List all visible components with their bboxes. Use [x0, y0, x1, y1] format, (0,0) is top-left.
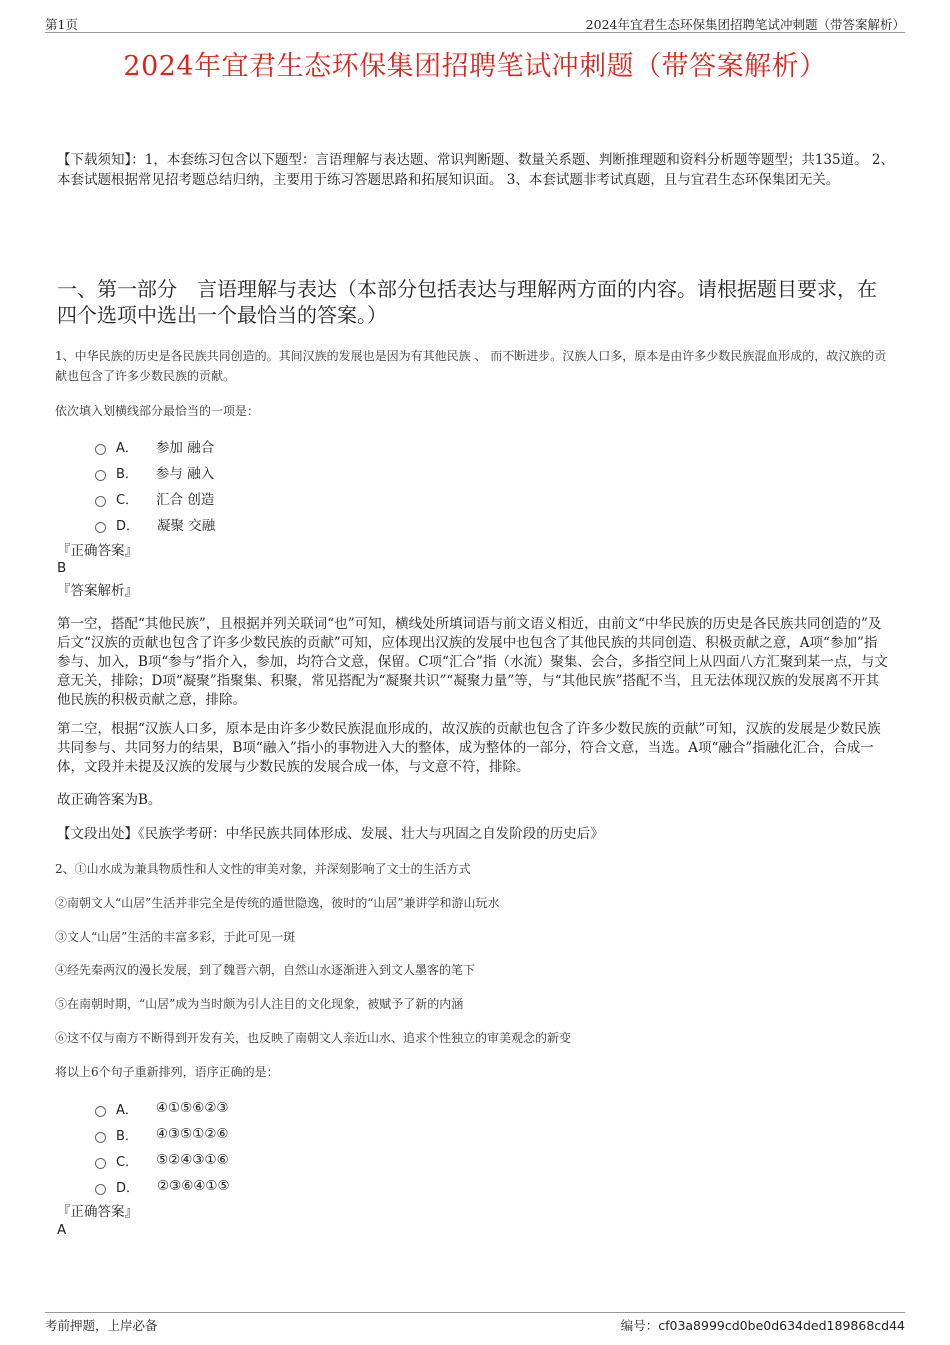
radio-icon[interactable] [95, 496, 106, 507]
question-2-options [95, 1095, 230, 1199]
question-1-stem: 1、中华民族的历史是各民族共同创造的。其间汉族的发展也是因为有其他民族 、 而不断进步。汉族人口多，原本是由许多少数民族混血形成的，故汉族的贡献也包含了许多少数民族的贡献。 [55, 349, 887, 383]
footer-code: 编号：cf03a8999cd0be0d634ded189868cd44 [620, 1318, 905, 1333]
analysis-paragraph-2: 第二空，根据“汉族人口多，原本是由许多少数民族混血形成的，故汉族的贡献也包含了许多少数民族的贡献”可知，汉族的发展是少数民族共同参与、共同努力的结果，B项“融入”指小的事物进入大的整体，成为整体的一部分，符合文意，当选。A项“融合”指融化汇合，合成一体，文段并未提及汉族的发展与少数民族的发展合成一体，与文意不符，排除。 [57, 721, 881, 775]
analysis-paragraph-1: 第一空，搭配“其他民族”，且根据并列关联词“也”可知，横线处所填词语与前文语义相近，由前文“中华民族的历史是各民族共同创造的”及后文“汉族的贡献也包含了许多少数民族的贡献”可知，应体现出汉族的发展中也包含了其他民族的共同创造、积极贡献之意，A项“参加”指参与、加入，B项“参与”指介入，参加，均符合文意，保留。C项“汇合”指（水流）聚集、会合，多指空间上从四面八方汇聚到某一点，与文意无关，排除；D项“凝聚”指聚集、积聚，常见搭配为“凝聚共识”“凝聚力量”等，与“其他民族”搭配不当，且无法体现汉族的发展离不开其他民族的积极贡献之意，排除。 [57, 616, 888, 708]
radio-icon[interactable] [95, 1184, 106, 1195]
sentence-item: ③文人“山居”生活的丰富多彩，于此可见一斑 [55, 930, 296, 944]
question-2-stem: 2、①山水成为兼具物质性和人文性的审美对象，并深刻影响了文士的生活方式 [55, 862, 471, 876]
radio-icon[interactable] [95, 1132, 106, 1143]
sentence-item: ⑥这不仅与南方不断得到开发有关，也反映了南朝文人亲近山水、追求个性独立的审美观念的新变 [55, 1031, 572, 1045]
analysis-label: 『答案解析』 [57, 583, 138, 599]
question-2-prompt: 将以上6个句子重新排列，语序正确的是： [55, 1065, 279, 1079]
option-b[interactable]: B． 参与 融入 [95, 459, 215, 485]
answer-label: 『正确答案』 [57, 1204, 138, 1220]
option-a[interactable]: A． 参加 融合 [95, 433, 215, 459]
question-1-options [95, 433, 215, 537]
option-d[interactable]: D． 凝聚 交融 [95, 511, 215, 537]
answer-label: 『正确答案』 [57, 543, 138, 559]
header-doc-title: 2024年宜君生态环保集团招聘笔试冲刺题（带答案解析） [585, 17, 905, 32]
answer-value: B [57, 560, 67, 576]
sentence-item: ⑤在南朝时期，“山居”成为当时颇为引人注目的文化现象，被赋予了新的内涵 [55, 997, 464, 1011]
question-1-prompt: 依次填入划横线部分最恰当的一项是： [55, 404, 260, 418]
download-notice: 【下载须知】：1，本套练习包含以下题型：言语理解与表达题、常识判断题、数量关系题、判断推理题和资料分析题等题型；共135道。 2、本套试题根据常见招考题总结归纳，主要用于练习答题思路和拓展知识面。 3、本套试题非考试真题，且与宜君生态环保集团无关。 [57, 152, 894, 188]
sentence-item: ②南朝文人“山居”生活并非完全是传统的遁世隐逸，彼时的“山居”兼讲学和游山玩水 [55, 896, 500, 910]
page-number: 第1页 [45, 17, 78, 32]
analysis-conclusion: 故正确答案为B。 [57, 792, 162, 808]
option-c[interactable]: C． ⑤②④③①⑥ [95, 1147, 230, 1173]
passage-source: 【文段出处】《民族学考研：中华民族共同体形成、发展、壮大与巩固之自发阶段的历史后》 [57, 826, 604, 842]
radio-icon[interactable] [95, 1106, 106, 1117]
page-header [45, 14, 905, 33]
option-b[interactable]: B． ④③⑤①②⑥ [95, 1121, 230, 1147]
footer-slogan: 考前押题，上岸必备 [45, 1318, 158, 1333]
option-a[interactable]: A． ④①⑤⑥②③ [95, 1095, 230, 1121]
page-footer [45, 1312, 905, 1335]
radio-icon[interactable] [95, 444, 106, 455]
sentence-item: ④经先秦两汉的漫长发展，到了魏晋六朝，自然山水逐渐进入到文人墨客的笔下 [55, 963, 476, 977]
answer-value: A [57, 1222, 67, 1238]
section-heading: 一、第一部分 言语理解与表达（本部分包括表达与理解两方面的内容。请根据题目要求，在四个选项中选出一个最恰当的答案。） [57, 277, 877, 327]
radio-icon[interactable] [95, 470, 106, 481]
radio-icon[interactable] [95, 1158, 106, 1169]
radio-icon[interactable] [95, 522, 106, 533]
document-title: 2024年宜君生态环保集团招聘笔试冲刺题（带答案解析） [123, 51, 827, 82]
option-c[interactable]: C． 汇合 创造 [95, 485, 215, 511]
option-d[interactable]: D． ②③⑥④①⑤ [95, 1173, 230, 1199]
